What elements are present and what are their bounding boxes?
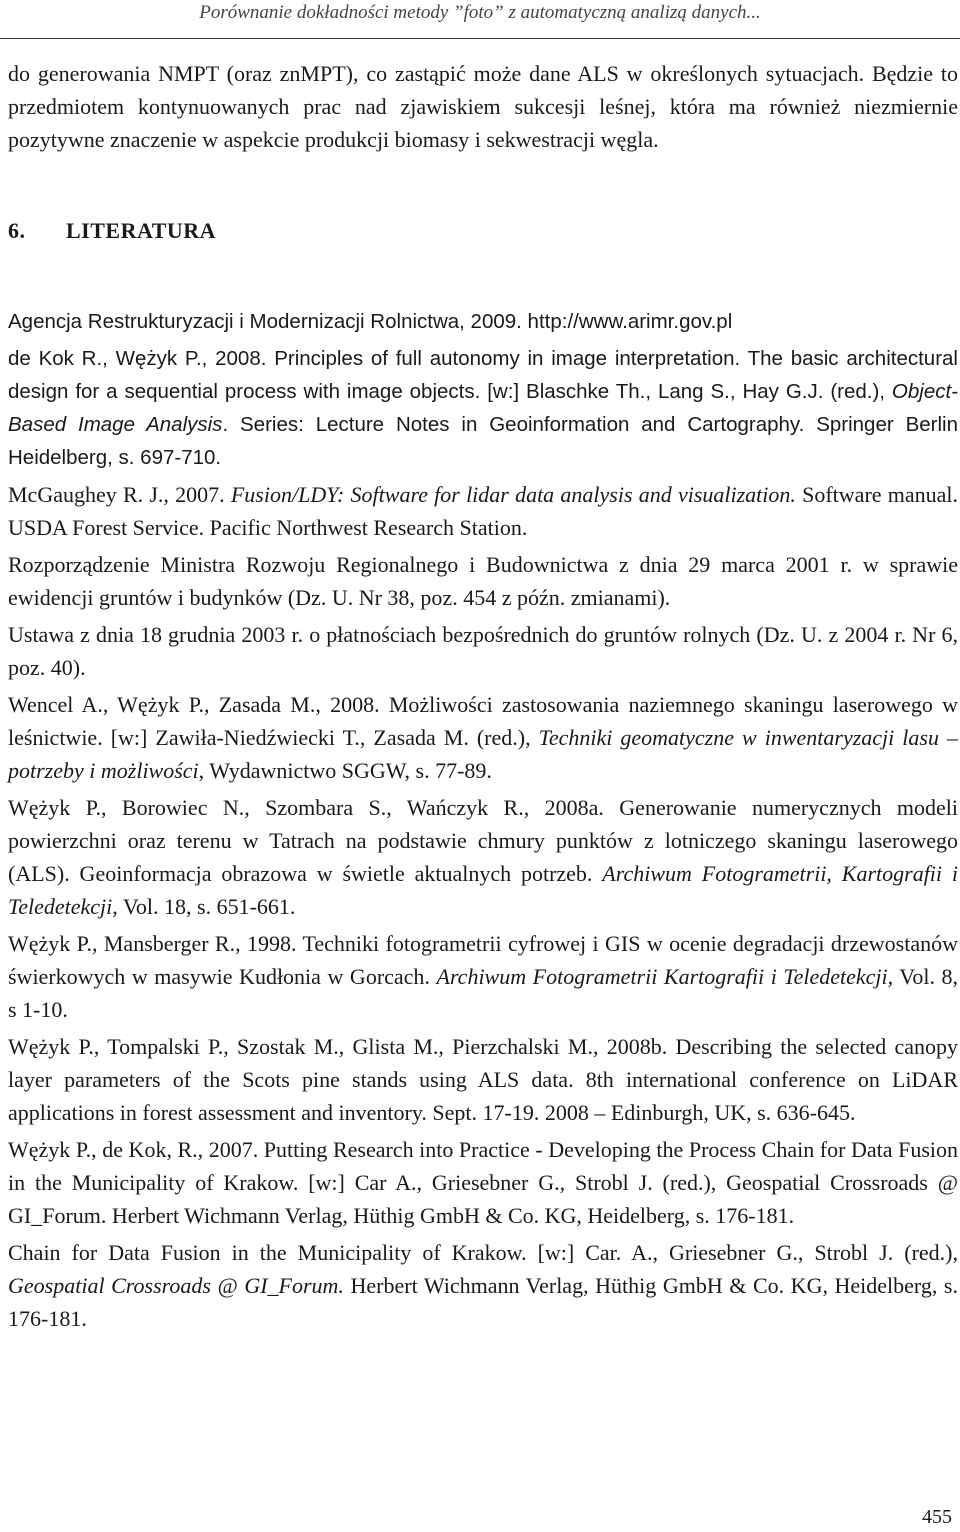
reference-text: de Kok R., Wężyk P., 2008. Principles of full autonomy in image interpretation. The basic architectural design for a sequential process with image objects. [w:] Blaschke Th., Lang S., Hay G.J. (red.), [8, 347, 958, 403]
reference-text: Software manual. USDA Forest Service. Pacific Northwest Research Station. [8, 482, 959, 540]
reference-list [8, 305, 958, 1335]
reference-text: Vol. 8, s 1-10. [8, 964, 958, 1022]
reference-text: Wencel A., Wężyk P., Zasada M., 2008. Możliwości zastosowania naziemnego skaningu laserowego w leśnictwie. [w:] Zawiła-Niedźwiecki T., Zasada M. (red.), [8, 692, 958, 750]
reference-text: . Series: Lecture Notes in Geoinformation and Cartography. Springer Berlin Heidelberg, s. 697-710. [8, 413, 958, 469]
reference-item [8, 478, 958, 544]
reference-title: Fusion/LDY: Software for lidar data analysis and visualization. [230, 482, 796, 507]
reference-item: Agencja Restrukturyzacji i Modernizacji Rolnictwa, 2009. http://www.arimr.gov.pl [8, 310, 733, 333]
reference-title: Techniki geomatyczne w inwentaryzacji lasu – potrzeby i możliwości [8, 725, 958, 783]
header-rule [0, 38, 960, 39]
reference-item [8, 342, 958, 474]
reference-text: Herbert Wichmann Verlag, Hüthig GmbH & Co. KG, Heidelberg, s. 176-181. [8, 1273, 958, 1331]
page-content [8, 57, 958, 1339]
reference-item: Ustawa z dnia 18 grudnia 2003 r. o płatnościach bezpośrednich do gruntów rolnych (Dz. U. z 2004 r. Nr 6, poz. 40). [8, 622, 958, 680]
reference-item [8, 1236, 958, 1335]
reference-item: Wężyk P., Tompalski P., Szostak M., Glista M., Pierzchalski M., 2008b. Describing the selected canopy layer parameters of the Scots pine stands using ALS data. 8th international conference on LiDAR applications in forest assessment and inventory. Sept. 17-19. 2008 – Edinburgh, UK, s. 636-645. [8, 1034, 958, 1125]
reference-item: Rozporządzenie Ministra Rozwoju Regionalnego i Budownictwa z dnia 29 marca 2001 r. w sprawie ewidencji gruntów i budynków (Dz. U. Nr 38, poz. 454 z późn. zmianami). [8, 552, 958, 610]
section-heading [8, 214, 958, 247]
page-number: 455 [922, 1506, 952, 1528]
reference-text: Wężyk P., Borowiec N., Szombara S., Wańczyk R., 2008a. Generowanie numerycznych modeli powierzchni oraz terenu w Tatrach na podstawie chmury punktów z lotniczego skaningu laserowego (ALS). Geoinformacja obrazowa w świetle aktualnych potrzeb. [8, 795, 958, 886]
reference-title: Geospatial Crossroads @ GI_Forum. [8, 1273, 344, 1298]
reference-text: Chain for Data Fusion in the Municipality of Krakow. [w:] Car. A., Griesebner G., Strobl J. (red.), [8, 1240, 958, 1265]
reference-title: Archiwum Fotogrametrii, Kartografii i Teledetekcji, [8, 861, 958, 919]
reference-text: Wężyk P., Mansberger R., 1998. Techniki fotogrametrii cyfrowej i GIS w ocenie degradacji drzewostanów świerkowych w masywie Kudłonia w Gorcach. [8, 931, 958, 989]
reference-item [8, 688, 958, 787]
reference-text: Vol. 18, s. 651-661. [117, 894, 296, 919]
reference-text: , Wydawnictwo SGGW, s. 77-89. [198, 758, 492, 783]
reference-title: Object-Based Image Analysis [8, 380, 958, 436]
reference-title: Archiwum Fotogrametrii Kartografii i Teledetekcji, [436, 964, 894, 989]
reference-item: Wężyk P., de Kok, R., 2007. Putting Research into Practice - Developing the Process Chain for Data Fusion in the Municipality of Krakow. [w:] Car A., Griesebner G., Strobl J. (red.), Geospatial Crossroads @ GI_Forum. Herbert Wichmann Verlag, Hüthig GmbH & Co. KG, Heidelberg, s. 176-181. [8, 1137, 958, 1228]
intro-paragraph: do generowania NMPT (oraz znMPT), co zastąpić może dane ALS w określonych sytuacjach. Będzie to przedmiotem kontynuowanych prac nad zjawiskiem sukcesji leśnej, która ma również niezmiernie pozytywne znaczenie w aspekcie produkcji biomasy i sekwestracji węgla. [8, 61, 958, 152]
reference-item [8, 927, 958, 1026]
running-header: Porównanie dokładności metody ”foto” z automatyczną analizą danych... [199, 2, 761, 23]
reference-text: McGaughey R. J., 2007. [8, 482, 231, 507]
section-title: LITERATURA [66, 218, 217, 243]
reference-item [8, 791, 958, 923]
section-number: 6. [8, 218, 26, 243]
